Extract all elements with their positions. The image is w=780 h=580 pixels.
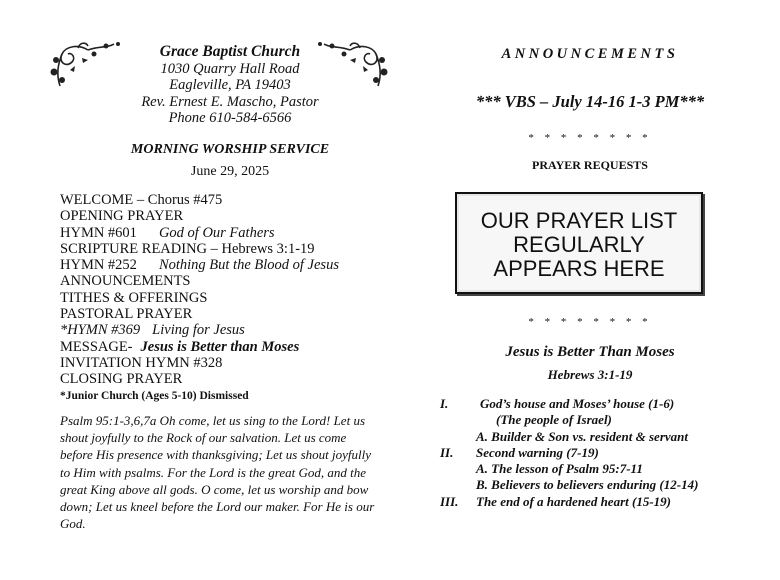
outline-item: B. Believers to believers enduring (12-14) [476, 477, 699, 493]
prayer-box-line: REGULARLY [513, 232, 645, 257]
order-item: HYMN #601 God of Our Fathers [60, 224, 275, 241]
order-item: MESSAGE- Jesus is Better than Moses [60, 338, 300, 355]
outline-item: A. Builder & Son vs. resident & servant [476, 428, 688, 444]
star-divider: * * * * * * * * [528, 132, 652, 144]
sermon-reference: Hebrews 3:1-19 [547, 367, 633, 382]
church-phone: Phone 610-584-6566 [168, 110, 292, 126]
sermon-outline [440, 396, 760, 510]
order-item: HYMN #252 Nothing But the Blood of Jesus [60, 257, 339, 274]
outline-item: II. Second warning (7-19) [440, 444, 599, 460]
sermon-title: Jesus is Better Than Moses [505, 344, 675, 360]
outline-item: I. God’s house and Moses’ house (1-6) [440, 396, 675, 411]
order-item: CLOSING PRAYER [60, 371, 183, 388]
outline-item: A. The lesson of Psalm 95:7-11 [476, 461, 643, 477]
order-item: SCRIPTURE READING – Hebrews 3:1-19 [60, 240, 315, 257]
church-name: Grace Baptist Church [159, 43, 301, 60]
order-item: *HYMN #369 Living for Jesus [60, 322, 245, 339]
church-address-line1: 1030 Quarry Hall Road [160, 60, 300, 77]
prayer-requests-heading: PRAYER REQUESTS [532, 158, 648, 172]
prayer-box-line: APPEARS HERE [493, 256, 665, 281]
order-item: INVITATION HYMN #328 [60, 354, 223, 371]
order-item: PASTORAL PRAYER [60, 306, 193, 323]
service-date: June 29, 2025 [190, 164, 270, 179]
junior-church-note: *Junior Church (Ages 5-10) Dismissed [60, 389, 249, 402]
order-item: OPENING PRAYER [60, 208, 184, 225]
church-header [110, 44, 350, 127]
order-item: ANNOUNCEMENTS [60, 273, 191, 290]
prayer-box-line: OUR PRAYER LIST [480, 208, 678, 233]
star-divider: * * * * * * * * [528, 316, 652, 328]
order-item: TITHES & OFFERINGS [60, 289, 208, 306]
order-item: WELCOME – Chorus #475 [60, 192, 223, 208]
outline-item: III. The end of a hardened heart (15-19) [440, 493, 671, 509]
order-of-service [60, 192, 410, 404]
announcements-title: ANNOUNCEMENTS [501, 46, 679, 62]
outline-item: (The people of Israel) [496, 412, 612, 428]
prayer-list-box [455, 192, 703, 294]
vbs-announcement: *** VBS – July 14-16 1-3 PM*** [475, 92, 705, 111]
service-title: MORNING WORSHIP SERVICE [130, 142, 330, 157]
pastor-name: Rev. Ernest E. Mascho, Pastor [141, 93, 319, 110]
church-address-line2: Eagleville, PA 19403 [169, 77, 291, 93]
psalm-reading: Psalm 95:1-3,6,7a Oh come, let us sing to the Lord! Let us shout joyfully to the Rock of our salvation. Let us come before His presence with thanksgiving; Let us shout joyfully to Him with psalms. For the Lord is the great God, and the great King above all gods. O come, let us worship and bow down; Let us kneel before the Lord our maker. For He is our God. [60, 413, 375, 532]
